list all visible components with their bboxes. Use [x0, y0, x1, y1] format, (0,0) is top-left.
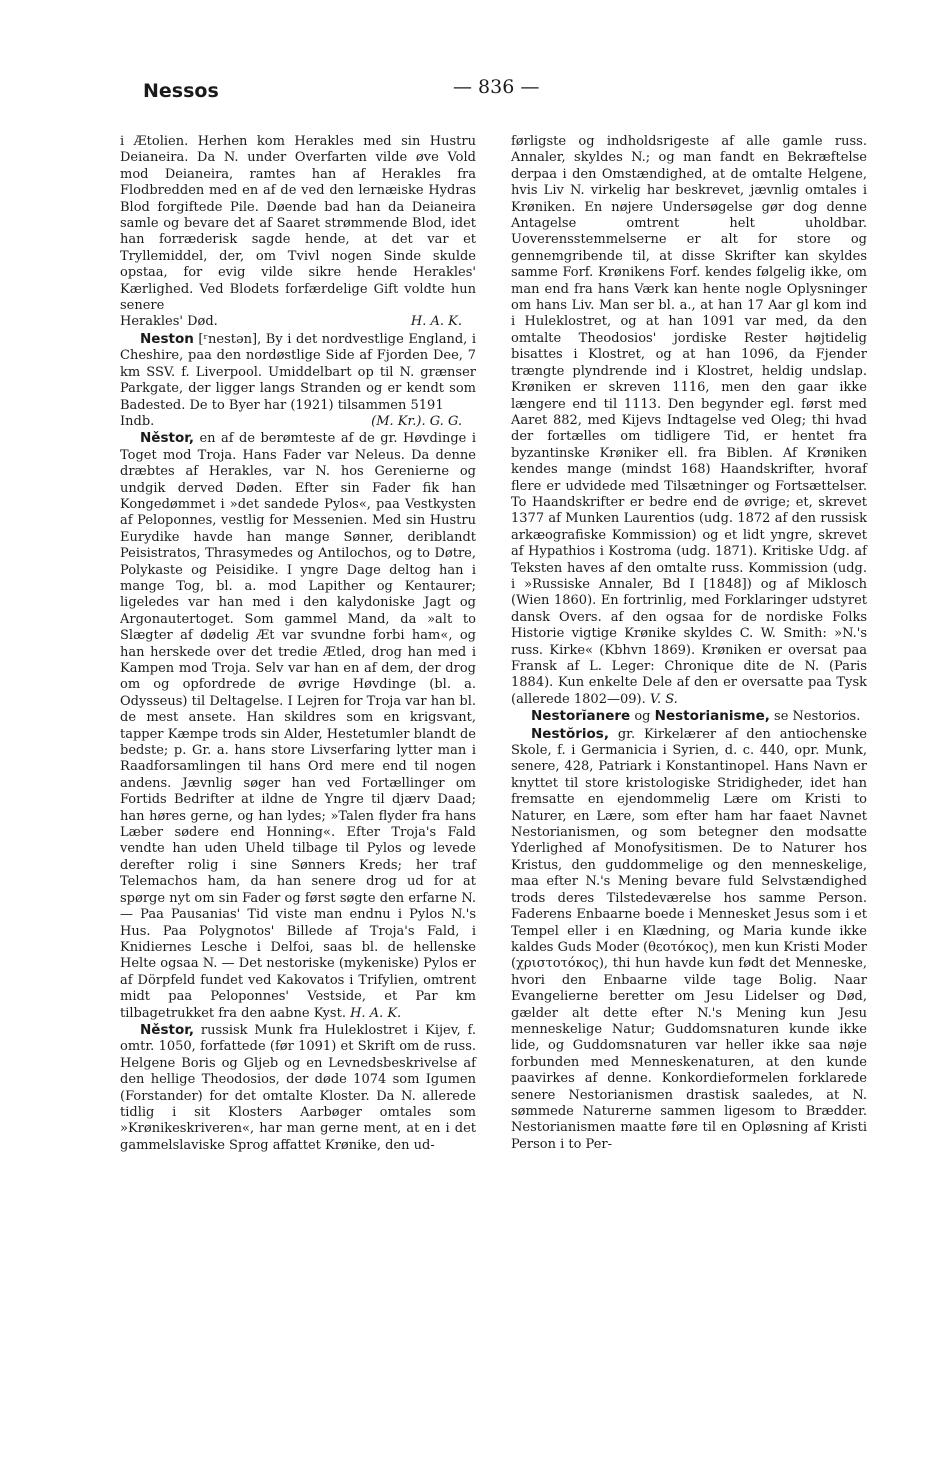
author-signature: H. A. K.	[410, 314, 462, 330]
entry-nessos-continuation	[120, 134, 476, 314]
entry-nestorios	[511, 726, 867, 1154]
entry-nestor-monk	[120, 1022, 476, 1154]
entry-ending	[120, 414, 476, 430]
running-headword: Nessos	[143, 80, 219, 102]
entry-text-end: Indb.	[120, 413, 155, 429]
entry-ending	[120, 314, 476, 330]
right-column	[511, 134, 867, 1153]
entry-nestor-hero	[120, 430, 476, 1022]
entry-nestor-monk-continuation	[511, 134, 867, 708]
entry-headword: Neston	[140, 330, 194, 347]
left-column	[120, 134, 476, 1154]
entry-headword: Něstor,	[140, 430, 195, 447]
author-signature: (M. Kr.). G. G.	[371, 413, 462, 429]
page-header	[143, 76, 873, 110]
entry-text: gr. Kirkelærer af den antiochenske Skole, f. i Germanicia i Syrien, d. c. 440, opr. Munk, senere, 428, Patriark i Konstantinopel. Hans Navn er knyttet til store kristologiske Stridigheder, idet han fremsatte en ejendommelig Lære om Kristi to Naturer, en Lære, som efter ham har faaet Navnet Nestorianismen, og som betegner den modsatte Yderlighed af Monofysitismen. De to Naturer hos Kristus, den guddommelige og den menneskelige, maa efter N.'s Mening bevare fuld Selvstændighed trods deres Tilstedeværelse hos samme Person. Faderens Enbaarne boede i Mennesket Jesus som i et Tempel eller i en Klædning, og Maria kunde ikke kaldes Guds Moder (θεοτόκος), men kun Kristi Moder (χριστοτόκος), thi hun havde kun født det Menneske, hvori den Enbaarne vilde tage Bolig. Naar Evangelierne beretter om Jesu Lidelser og Død, gælder alt dette efter N.'s Mening kun Jesu menneskelige Natur; Guddomsnaturen kunde ikke lide, og Guddomsnaturen var heller ikke saa nøje forbunden med Menneskenaturen, at den kunde paavirkes af denne. Konkordieformelen forklarede senere Nestorianismen drastisk saaledes, at N. sømmede Naturerne sammen ligesom to Brædder. Nestorianismen maatte føre til en Opløsning af Kristi Person i to Per-	[511, 726, 867, 1152]
entry-text: førligste og indholdsrigeste af alle gamle russ. Annaler, skyldes N.; og man fandt en Bekræftelse derpaa i den Omstændighed, at de omtalte Helgene, hvis Liv N. virkelig har beskrevet, jævnlig omtales i Krøniken. En nøjere Undersøgelse gør dog denne Antagelse omtrent helt uholdbar. Uoverensstemmelserne er alt for store og gennemgribende til, at disse Skrifter kan skyldes samme Forf. Krønikens Forf. kendes følgelig ikke, om man end fra hans Værk kan hente nogle Oplysninger om hans Liv. Man ser bl. a., at han 17 Aar gl kom ind i Huleklostret, og at han 1091 var med, da den omtalte Theodosios' jordiske Rester højtidelig bisattes i Klostret, og at han 1096, da Fjender trængte plyndrende ind i Klostret, heldig undslap. Krøniken er skreven 1116, men den gaar ikke længere end til 1113. Den begynder egl. først med Aaret 882, med Kijevs Indtagelse ved Oleg; thi hvad der fortælles om tidligere Tid, er hentet fra byzantinske Krøniker ell. fra Biblen. Af Krøniken kendes mange (mindst 168) Haandskrifter, hvoraf flere er udvidede med Tilsætninger og Fortsættelser. To Haandskrifter er bedre end de øvrige; et, skrevet 1377 af Munken Laurentios (udg. 1872 af den russisk arkæografiske Kommission) og et lidt yngre, skrevet af Hypathios i Kostroma (udg. 1871). Kritiske Udg. af Teksten haves af den omtalte russ. Kommission (udg. i »Russiske Annaler, Bd I [1848]) og af Miklosch (Wien 1860). En fortrinlig, med Forklaringer udstyret dansk Overs. af den ogsaa for de nordiske Folks Historie vigtige Krønike skyldes C. W. Smith: »N.'s russ. Kirke« (Kbhvn 1869). Krøniken er oversat paa Fransk af L. Leger: Chronique dite de N. (Paris 1884). Kun enkelte Dele af den er oversatte paa Tysk (allerede 1802—09).	[511, 134, 867, 707]
entry-neston	[120, 331, 476, 414]
entry-nestorianere	[511, 708, 867, 725]
entry-headword: Nestŏrios,	[531, 725, 609, 742]
entry-text: en af de berømteste af de gr. Høvdinge i Toget mod Troja. Hans Fader var Neleus. Da denne dræbtes af Herakles, var N. hos Gerenierne og undgik derved Døden. Efter sin Fader fik han Kongedømmet i »det sandede Pylos«, paa Vestkysten af Peloponnes, vestlig for Messenien. Med sin Hustru Eurydike havde han mange Sønner, deriblandt Peisistratos, Thrasymedes og Antilochos, og to Døtre, Polykaste og Peisidike. I yngre Dage deltog han i mange Tog, bl. a. mod Lapither og Kentaurer; ligeledes var han med i den kalydoniske Jagt og Argonautertoget. Som gammel Mand, da »alt to Slægter af dødelig Æt var svundne forbi ham«, og han herskede over det tredie Ætled, drog han med i Kampen mod Troja. Selv var han en af dem, der drog om og opfordrede de øvrige Høvdinge (bl. a. Odysseus) til Deltagelse. I Lejren for Troja var han bl. de mest ansete. Han skildres som en krigsvant, tapper Kæmpe trods sin Alder, Hestetumler blandt de bedste; p. Gr. a. hans store Livserfaring lytter man i Raadforsamlingen til hans Ord mere end til nogen andens. Jævnlig søger han ved Fortællinger om Fortids Bedrifter at ildne de Yngre til djærv Daad; han høres gerne, og han lydes; »Talen flyder fra hans Læber sødere end Honning«. Efter Troja's Fald vendte han uden Uheld tilbage til Pylos og levede derefter rolig i sine Sønners Kreds; her traf Telemachos ham, da han senere drog ud for at spørge nyt om sin Fader og først søgte den erfarne N. — Paa Pausanias' Tid viste man endnu i Pylos N.'s Hus. Paa Polygnotos' Billede af Troja's Fald, i Knidiernes Lesche i Delfoi, saas bl. de hellenske Helte ogsaa N. — Det nestoriske (mykeniske) Pylos er af Dörpfeld fundet ved Kakovatos i Trifylien, omtrent midt paa Peloponnes' Vestside, et Par km tilbagetrukket fra den aabne Kyst.	[120, 431, 476, 1021]
author-signature: H. A. K.	[350, 1005, 402, 1021]
entry-text: russisk Munk fra Huleklostret i Kijev, f. omtr. 1050, forfattede (før 1091) et Skrift om de russ. Helgene Boris og Gljeb og en Levnedsbeskrivelse af den hellige Theodosios, der døde 1074 som Igumen (Forstander) for det omtalte Kloster. Da N. allerede tidlig i sit Klosters Aarbøger omtales som »Krønikeskriveren«, har man gerne ment, at en i det gammelslaviske Sprog affattet Krønike, den ud-	[120, 1022, 476, 1153]
entry-connector: og	[634, 709, 651, 725]
page-number: — 836 —	[453, 76, 540, 98]
entry-headword-secondary: Nestorianisme,	[654, 708, 770, 725]
entry-text: se Nestorios.	[774, 709, 861, 725]
entry-text: i Ætolien. Herhen kom Herakles med sin Hustru Deianeira. Da N. under Overfarten vilde øve Vold mod Deianeira, ramtes han af Herakles fra Flodbredden med en af de ved den lernæiske Hydras Blod forgiftede Pile. Døende bad han da Deianeira samle og bevare det af Saaret strømmende Blod, idet han forræderisk sagde hende, at det var et Tryllemiddel, der, om Tvivl nogen Sinde skulde opstaa, for evig vilde sikre hende Herakles' Kærlighed. Ved Blodets forfærdelige Gift voldte hun senere	[120, 134, 476, 314]
author-signature: V. S.	[649, 691, 678, 707]
entry-headword: Nestorĭanere	[531, 708, 631, 725]
entry-text-end: Herakles' Død.	[120, 314, 218, 330]
entry-text: [ʳnestən], By i det nordvestlige England, i Cheshire, paa den nordøstlige Side af Fjorden Dee, 7 km SSV. f. Liverpool. Umiddelbart op til N. grænser Parkgate, der ligger langs Stranden og er kendt som Badested. De to Byer har (1921) tilsammen 5191	[120, 331, 477, 413]
entry-headword: Něstor,	[140, 1021, 195, 1038]
